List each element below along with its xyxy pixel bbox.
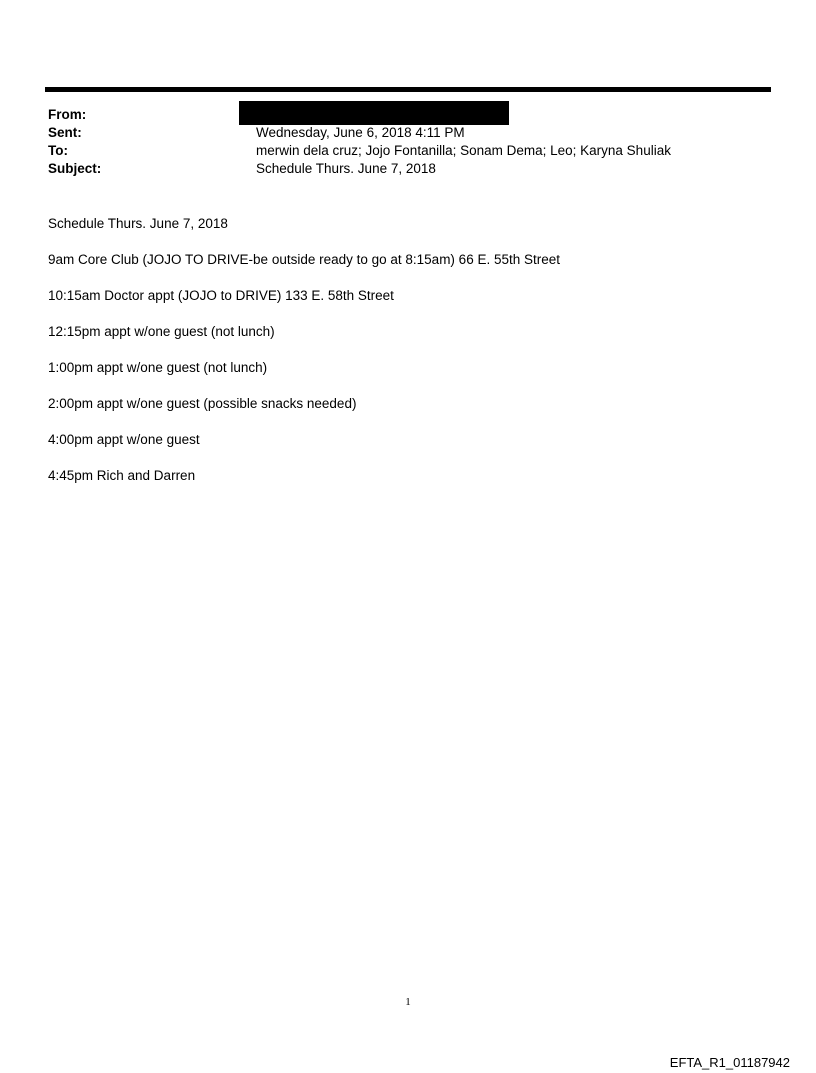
document-id: EFTA_R1_01187942 (669, 1055, 790, 1070)
subject-value: Schedule Thurs. June 7, 2018 (256, 161, 436, 176)
from-label: From: (48, 107, 87, 122)
to-row (48, 142, 768, 160)
to-label: To: (48, 143, 68, 158)
page-number: 1 (405, 996, 411, 1008)
body-line: 9am Core Club (JOJO TO DRIVE-be outside ready to go at 8:15am) 66 E. 55th Street (48, 252, 560, 267)
body-line: 1:00pm appt w/one guest (not lunch) (48, 360, 268, 375)
sent-label: Sent: (48, 125, 82, 140)
body-line: 2:00pm appt w/one guest (possible snacks needed) (48, 396, 357, 411)
sent-value: Wednesday, June 6, 2018 4:11 PM (256, 125, 465, 140)
body-line: 4:45pm Rich and Darren (48, 468, 196, 483)
body-line: Schedule Thurs. June 7, 2018 (48, 216, 228, 231)
to-value: merwin dela cruz; Jojo Fontanilla; Sonam Dema; Leo; Karyna Shuliak (256, 143, 671, 158)
subject-row (48, 160, 768, 178)
body-line: 12:15pm appt w/one guest (not lunch) (48, 324, 275, 339)
header-divider-rule (45, 87, 771, 92)
redaction-box (239, 101, 509, 125)
body-line: 4:00pm appt w/one guest (48, 432, 200, 447)
subject-label: Subject: (48, 161, 102, 176)
email-body (48, 215, 768, 503)
sent-row (48, 124, 768, 142)
body-line: 10:15am Doctor appt (JOJO to DRIVE) 133 E. 58th Street (48, 288, 394, 303)
